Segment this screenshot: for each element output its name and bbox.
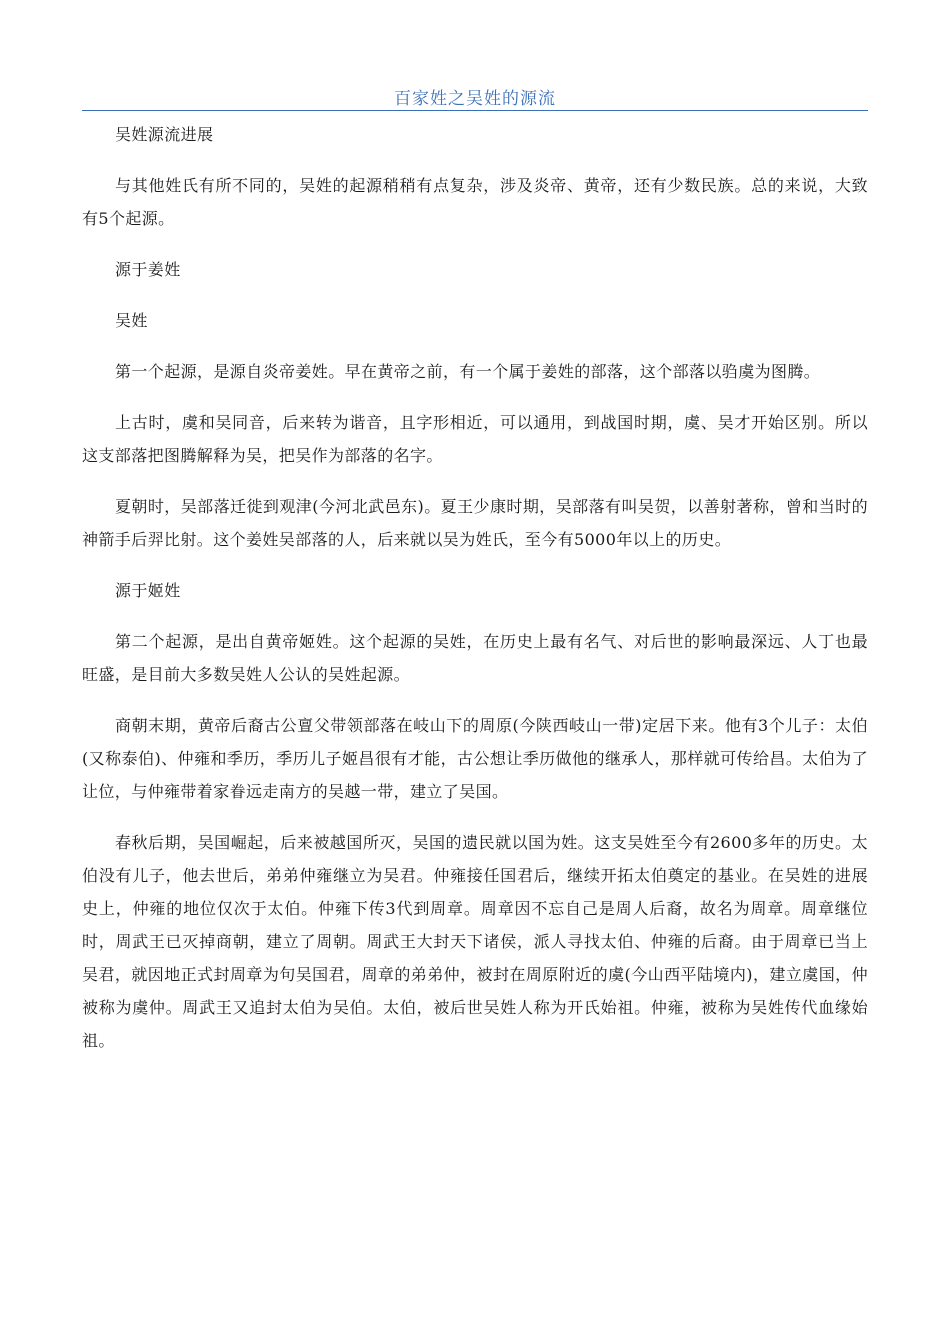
section-heading-ji: 源于姬姓 bbox=[115, 581, 181, 600]
paragraph-ancient-times: 上古时，虞和吴同音，后来转为谐音，且字形相近，可以通用，到战国时期，虞、吴才开始区别。所以这支部落把图腾解释为吴，把吴作为部落的名字。 bbox=[82, 413, 868, 465]
paragraph-shang-dynasty: 商朝末期，黄帝后裔古公亶父带领部落在岐山下的周原(今陕西岐山一带)定居下来。他有3个儿子：太伯(又称泰伯)、仲雍和季历，季历儿子姬昌很有才能，古公想让季历做他的继承人，那样就可传给昌。太伯为了让位，与仲雍带着家眷远走南方的吴越一带，建立了吴国。 bbox=[82, 716, 868, 801]
section-heading-development: 吴姓源流进展 bbox=[115, 125, 214, 144]
page-title: 百家姓之吴姓的源流 bbox=[394, 89, 556, 109]
paragraph-intro: 与其他姓氏有所不同的，吴姓的起源稍稍有点复杂，涉及炎帝、黄帝，还有少数民族。总的来说，大致有5个起源。 bbox=[82, 176, 868, 228]
section-subheading-wu: 吴姓 bbox=[115, 311, 148, 330]
paragraph-first-origin: 第一个起源，是源自炎帝姜姓。早在黄帝之前，有一个属于姜姓的部落，这个部落以驺虞为图腾。 bbox=[115, 362, 821, 381]
paragraph-xia-dynasty: 夏朝时，吴部落迁徙到观津(今河北武邑东)。夏王少康时期，吴部落有叫吴贺，以善射著称，曾和当时的神箭手后羿比射。这个姜姓吴部落的人，后来就以吴为姓氏，至今有5000年以上的历史。 bbox=[82, 497, 868, 549]
paragraph-second-origin: 第二个起源，是出自黄帝姬姓。这个起源的吴姓，在历史上最有名气、对后世的影响最深远、人丁也最旺盛，是目前大多数吴姓人公认的吴姓起源。 bbox=[82, 632, 868, 684]
document-body bbox=[82, 118, 868, 1075]
section-heading-jiang: 源于姜姓 bbox=[115, 260, 181, 279]
page-header bbox=[82, 80, 868, 111]
paragraph-spring-autumn: 春秋后期，吴国崛起，后来被越国所灭，吴国的遗民就以国为姓。这支吴姓至今有2600多年的历史。太伯没有儿子，他去世后，弟弟仲雍继立为吴君。仲雍接任国君后，继续开拓太伯奠定的基业。在吴姓的进展史上，仲雍的地位仅次于太伯。仲雍下传3代到周章。周章因不忘自己是周人后裔，故名为周章。周章继位时，周武王已灭掉商朝，建立了周朝。周武王大封天下诸侯，派人寻找太伯、仲雍的后裔。由于周章已当上吴君，就因地正式封周章为句吴国君，周章的弟弟仲，被封在周原附近的虞(今山西平陆境内)，建立虞国，仲被称为虞仲。周武王又追封太伯为吴伯。太伯，被后世吴姓人称为开氏始祖。仲雍，被称为吴姓传代血缘始祖。 bbox=[82, 833, 868, 1050]
